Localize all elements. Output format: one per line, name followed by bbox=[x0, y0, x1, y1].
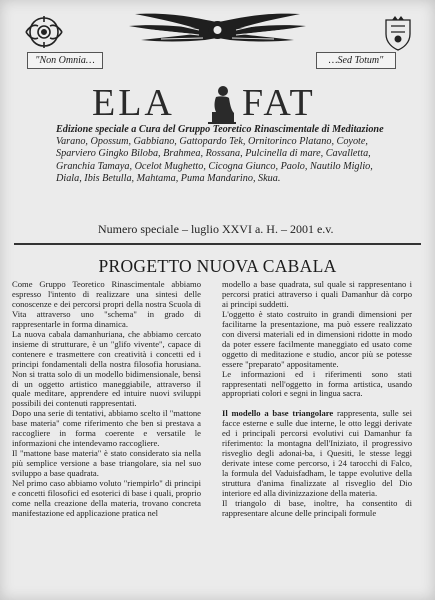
ornamental-spiral-emblem-icon bbox=[22, 14, 66, 55]
header-divider bbox=[14, 243, 421, 245]
newsletter-title bbox=[0, 82, 435, 124]
article-title: PROGETTO NUOVA CABALA bbox=[98, 256, 337, 276]
paragraph bbox=[222, 409, 412, 499]
paragraph: Come Gruppo Teoretico Rinascimentale abbiamo espresso l'intento di realizzare una sintesi delle conoscenze e dei percorsi propri della nostra Scuola di Vita attraverso uno "schema" in grado di rappresentarle in forma dinamica. bbox=[12, 279, 201, 329]
members-list: Varano, Opossum, Gabbiano, Gattopardo Tek, Ornitorinco Platano, Coyote, Sparviero Gingko Biloba, Brahmea, Rossana, Pulcinella di mare, Cavalletta, Granchia Tamaya, Ocelot Mughetto, Cicogna Giunco, Paolo, Nautilo Miglio, Diala, Ibis Betulla, Mahtama, Puma Mandarino, Skua. bbox=[56, 136, 373, 184]
paragraph: Nel primo caso abbiamo voluto "riempirlo" di principi e concetti filosofici ed esoterici di base i quali, proprio come nella creazione della materia, trovano concreta manifestazione ed applicazione pratica nel bbox=[12, 478, 201, 518]
motto-left: "Non Omnia… bbox=[27, 52, 103, 69]
edition-credits bbox=[56, 124, 396, 185]
motto-right: …Sed Totum" bbox=[316, 52, 396, 69]
title-left-part: ELA bbox=[92, 82, 175, 124]
highlight-term: Il modello a base triangolare bbox=[222, 408, 334, 419]
edition-lead: Edizione speciale a Cura del Gruppo Teoretico Rinascimentale di Meditazione bbox=[56, 124, 384, 135]
shield-crest-icon bbox=[383, 16, 413, 57]
article-right-column bbox=[222, 280, 412, 519]
masthead bbox=[0, 0, 435, 85]
paragraph-text: rappresenta, sulle sei facce esterne e sulle due interne, le otto leggi derivate ed i principali percorsi evolutivi cui Damanhur fa riferimento: la montagna dell'Iniziato, il progressivo risveglio degli adonai-ba, i Quesiti, le stesse leggi derivate intese come percorso, i 24 tarocchi di Falco, la formula del Vaduisfadham, le tappe evolutive della struttura d'anima finalizzate al risveglio del Dio interiore ed alla divinizzazione della materia. bbox=[222, 408, 412, 499]
paragraph: Le informazioni ed i riferimenti sono stati rappresentati nell'oggetto in forma artistica, usando appropriati colori e segni in lingua sacra. bbox=[222, 368, 412, 399]
paragraph: Il "mattone base materia" è stato considerato sia nella più semplice versione a base triangolare, sia nel suo sviluppo a base quadrata. bbox=[12, 448, 201, 479]
winged-sun-disk-icon bbox=[95, 8, 340, 63]
paragraph: Il triangolo di base, inoltre, ha consentito di rappresentare alcune delle principali formule bbox=[222, 497, 412, 518]
paragraph: La nuova cabala damanhuriana, che abbiamo cercato insieme di strutturare, è un "glifo vivente", capace di contenere e trasmettere con creatività i concetti ed i principi fondamentali della nostra filosofia horusiana. Non si tratta solo di un modello bidimensionale, bensì di un oggetto artistico maneggiabile, attraverso il quale meditare, apprendere ed intuire nuovi sviluppi possibili dei contenuti rappresentati. bbox=[12, 328, 201, 409]
seated-figure-glyph-icon bbox=[206, 86, 238, 129]
paragraph: L'oggetto è stato costruito in grandi dimensioni per facilitarne la presentazione, ma può essere realizzato con diversi materiali ed in dimensioni ridotte in modo da poter essere facilmente maneggiato ed usato come oggetto di meditazione e studio, ancor più se potesse essere "preparato" appositamente. bbox=[222, 308, 412, 369]
paragraph: modello a base quadrata, sul quale si rappresentano i percorsi pratici attraverso i quali Damanhur dà corpo ai principi suddetti. bbox=[222, 279, 412, 309]
title-right-part: FAT bbox=[242, 82, 316, 124]
issue-line: Numero speciale – luglio XXVI a. H. – 2001 e.v. bbox=[98, 222, 334, 236]
paragraph: Dopo una serie di tentativi, abbiamo scelto il "mattone base materia" come riferimento che ben si prestava a raccogliere in forma coerente e versatile le informazioni che intendevamo raccogliere. bbox=[12, 408, 201, 449]
article-left-column bbox=[12, 280, 201, 519]
